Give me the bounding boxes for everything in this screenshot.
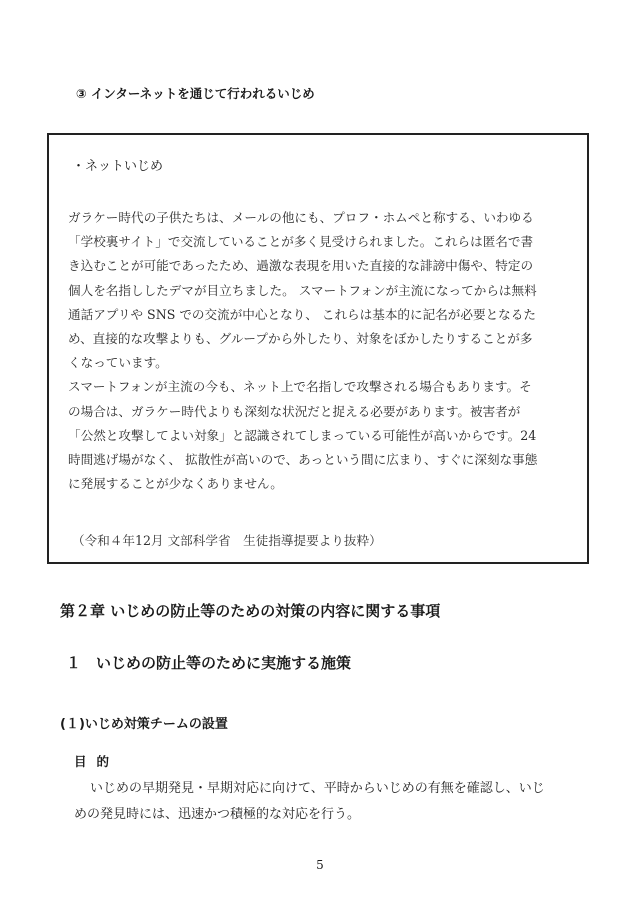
box-line: くなっています。 xyxy=(68,355,168,371)
box-line: き込むことが可能であったため、過激な表現を用いた直接的な誹謗中傷や、特定の xyxy=(68,258,534,274)
box-line: 「公然と攻撃してよい対象」と認識されてしまっている可能性が高いからです。24 xyxy=(68,427,537,443)
box-line: スマートフォンが主流の今も、ネット上で名指しで攻撃される場合もあります。そ xyxy=(68,379,532,395)
box-line: 個人を名指ししたデマが目立ちました。 スマートフォンが主流になってからは無料 xyxy=(68,282,537,298)
box-body xyxy=(68,206,568,496)
box-line: ガラケー時代の子供たちは、メールの他にも、プロフ・ホムペと称する、いわゆる xyxy=(68,210,534,225)
box-line: の場合は、ガラケー時代よりも深刻な状況だと捉える必要があります。被害者が xyxy=(68,403,521,419)
subsection-number: １ xyxy=(66,654,82,672)
subsection-heading xyxy=(66,652,351,673)
chapter-title: 第２章 いじめの防止等のための対策の内容に関する事項 xyxy=(60,602,441,620)
section-3-heading: ③ インターネットを通じて行われるいじめ xyxy=(76,86,315,101)
subsection-title: いじめの防止等のために実施する施策 xyxy=(96,654,352,672)
box-heading: ・ネットいじめ xyxy=(72,159,164,174)
box-line: 通話アプリや SNS での交流が中心となり、 これらは基本的に記名が必要となるた xyxy=(68,306,536,322)
box-line: 「学校裏サイト」で交流していることが多く見受けられました。これらは匿名で書 xyxy=(68,234,534,250)
box-line: 時間逃げ場がなく、 拡散性が高いので、あっという間に広まり、すぐに深刻な事態 xyxy=(68,451,538,467)
box-line: め、直接的な攻撃よりも、グループから外したり、対象をぼかしたりすることが多 xyxy=(68,330,533,346)
box-line: に発展することが少なくありません。 xyxy=(68,476,283,492)
purpose-body xyxy=(74,776,544,828)
net-bullying-box xyxy=(47,133,589,564)
purpose-line: めの発見時には、迅速かつ積極的な対応を行う。 xyxy=(74,807,361,822)
page-number: 5 xyxy=(316,858,324,872)
purpose-line: いじめの早期発見・早期対応に向けて、平時からいじめの有無を確認し、いじ xyxy=(90,781,545,796)
box-source-citation: （令和４年12月 文部科学省 生徒指導提要より抜粋） xyxy=(72,533,382,548)
item-heading: (１)いじめ対策チームの設置 xyxy=(60,717,228,732)
purpose-label: 目的 xyxy=(74,754,120,769)
